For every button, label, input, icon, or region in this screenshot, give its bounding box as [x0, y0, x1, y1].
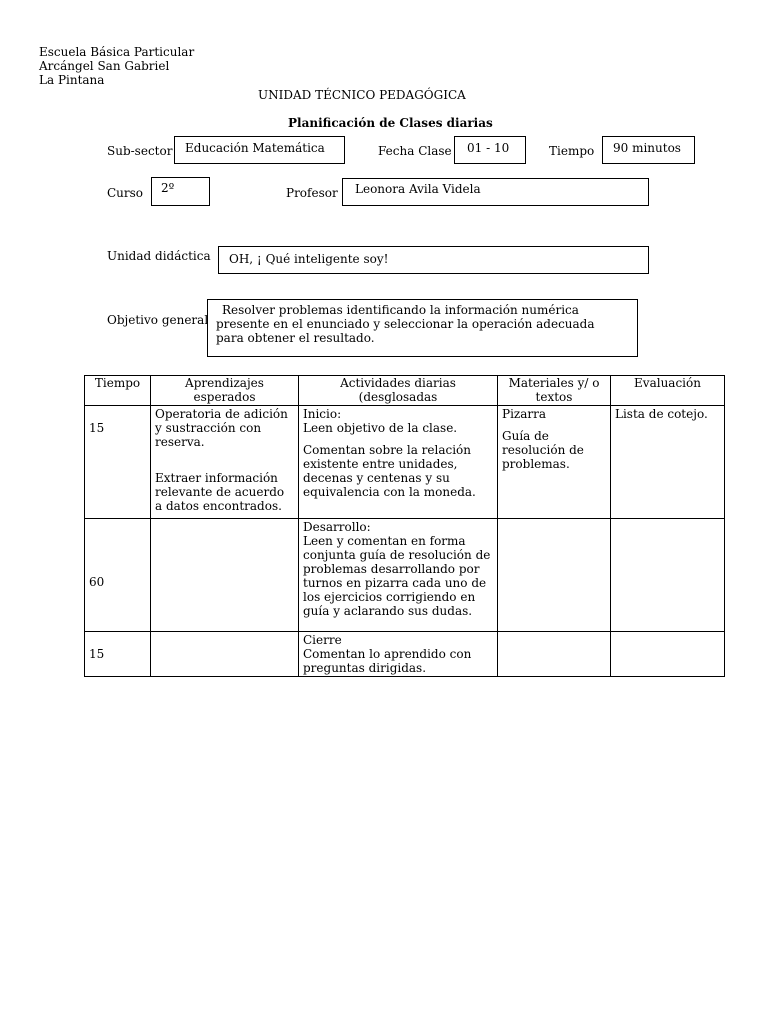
header-aprendizajes: Aprendizajes esperados — [151, 376, 299, 406]
cell-materiales — [498, 632, 611, 677]
school-subname: Arcángel San Gabriel — [39, 59, 170, 73]
school-header — [39, 45, 194, 87]
actividad-text: Leen objetivo de la clase. — [303, 421, 458, 435]
cell-aprendizajes — [151, 632, 299, 677]
header-materiales: Materiales y/ o textos — [498, 376, 611, 406]
curso-value: 2º — [161, 181, 175, 195]
cell-tiempo — [85, 519, 151, 632]
material-item: Pizarra — [502, 407, 547, 421]
objetivo-value: Resolver problemas identificando la información numérica presente en el enunciado y seleccionar la operación adecuada para obtener el resultado. — [216, 303, 595, 345]
cell-evaluacion — [611, 519, 725, 632]
cell-evaluacion — [611, 632, 725, 677]
actividad-title: Inicio: — [303, 407, 342, 421]
header-actividades: Actividades diarias (desglosadas — [299, 376, 498, 406]
planning-table — [84, 375, 725, 677]
subsector-field — [174, 136, 345, 164]
cell-aprendizajes — [151, 519, 299, 632]
cell-evaluacion — [611, 406, 725, 519]
fecha-field — [454, 136, 526, 164]
unidad-label: Unidad didáctica — [107, 249, 211, 263]
objetivo-label: Objetivo general — [107, 313, 209, 327]
cell-tiempo — [85, 632, 151, 677]
unit-title: UNIDAD TÉCNICO PEDAGÓGICA — [258, 88, 466, 102]
material-item: Guía de resolución de problemas. — [502, 429, 584, 471]
fecha-value: 01 - 10 — [467, 141, 510, 155]
subsector-label: Sub-sector — [107, 144, 173, 158]
profesor-label: Profesor — [286, 186, 338, 200]
actividad-text: Leen y comentan en forma conjunta guía de resolución de problemas desarrollando por turnos en pizarra cada uno de los ejercicios corrigiendo en guía y aclarando sus dudas. — [303, 534, 491, 618]
tiempo-label: Tiempo — [549, 144, 595, 158]
table-row — [85, 406, 725, 519]
curso-field — [151, 177, 210, 206]
actividad-text: Comentan sobre la relación existente entre unidades, decenas y centenas y su equivalencia con la moneda. — [303, 443, 476, 499]
unidad-value: OH, ¡ Qué inteligente soy! — [229, 252, 389, 266]
school-name: Escuela Básica Particular — [39, 45, 195, 59]
tiempo-value: 15 — [89, 421, 105, 435]
profesor-value: Leonora Avila Videla — [355, 182, 481, 196]
cell-actividades — [299, 519, 498, 632]
table-row — [85, 519, 725, 632]
cell-materiales — [498, 519, 611, 632]
profesor-field — [342, 178, 649, 206]
actividad-text: Comentan lo aprendido con preguntas dirigidas. — [303, 647, 472, 675]
evaluacion-text: Lista de cotejo. — [615, 407, 708, 421]
tiempo-value: 15 — [89, 647, 105, 661]
objetivo-field — [207, 299, 638, 357]
school-location: La Pintana — [39, 73, 105, 87]
cell-materiales — [498, 406, 611, 519]
actividad-title: Cierre — [303, 633, 342, 647]
table-header-row — [85, 376, 725, 406]
header-tiempo: Tiempo — [85, 376, 151, 406]
aprendizaje-item: Operatoria de adición y sustracción con reserva. — [155, 407, 288, 449]
tiempo-field — [602, 136, 695, 164]
cell-tiempo — [85, 406, 151, 519]
table-row — [85, 632, 725, 677]
tiempo-value: 60 — [89, 575, 105, 589]
fecha-label: Fecha Clase — [378, 144, 452, 158]
curso-label: Curso — [107, 186, 144, 200]
cell-aprendizajes — [151, 406, 299, 519]
cell-actividades — [299, 406, 498, 519]
header-evaluacion: Evaluación — [611, 376, 725, 406]
cell-actividades — [299, 632, 498, 677]
subsector-value: Educación Matemática — [185, 141, 325, 155]
actividad-title: Desarrollo: — [303, 520, 371, 534]
aprendizaje-item: Extraer información relevante de acuerdo a datos encontrados. — [155, 471, 285, 513]
tiempo-value: 90 minutos — [613, 141, 681, 155]
unidad-field — [218, 246, 649, 274]
plan-title: Planificación de Clases diarias — [288, 116, 493, 130]
